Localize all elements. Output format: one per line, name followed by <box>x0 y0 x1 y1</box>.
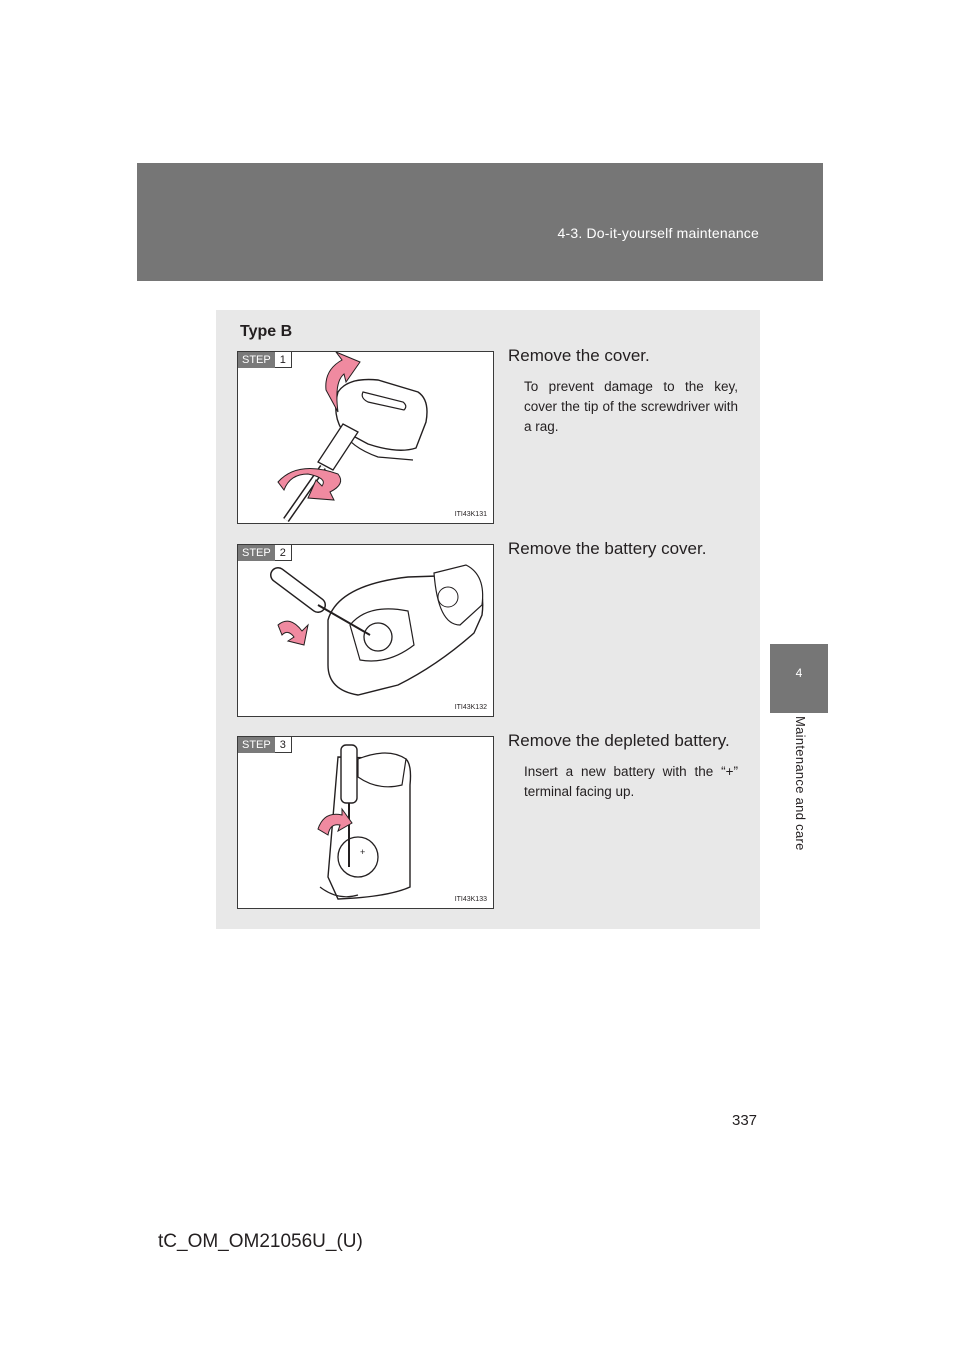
step-1-badge-label: STEP <box>238 352 275 368</box>
battery-cover-removal-illustration <box>238 545 494 717</box>
page-header <box>137 163 823 281</box>
step-1-image-code: ITI43K131 <box>454 511 487 518</box>
step-3-badge <box>238 737 292 753</box>
chapter-tab <box>770 644 828 713</box>
document-code: tC_OM_OM21056U_(U) <box>158 1231 363 1252</box>
svg-text:+: + <box>360 847 366 857</box>
step-2-badge-label: STEP <box>238 545 275 561</box>
chapter-label: Maintenance and care <box>793 716 808 851</box>
key-cover-removal-illustration <box>238 352 494 524</box>
step-2-title: Remove the battery cover. <box>508 539 707 558</box>
step-2-badge <box>238 545 292 561</box>
step-3-badge-number: 3 <box>275 737 292 753</box>
step-1-badge <box>238 352 292 368</box>
step-3-title: Remove the depleted battery. <box>508 731 730 750</box>
page-number: 337 <box>732 1112 758 1129</box>
step-3-illustration <box>237 736 494 909</box>
chapter-label-container <box>791 716 807 866</box>
step-3-description: Insert a new battery with the “+” terminal facing up. <box>524 764 738 799</box>
step-2-image-code: ITI43K132 <box>454 704 487 711</box>
chapter-number: 4 <box>795 666 803 680</box>
step-3-badge-label: STEP <box>238 737 275 753</box>
step-2-illustration <box>237 544 494 717</box>
step-1-badge-number: 1 <box>275 352 292 368</box>
step-1-title: Remove the cover. <box>508 346 650 365</box>
battery-removal-illustration <box>238 737 494 909</box>
step-1-description: To prevent damage to the key, cover the tip of the screwdriver with a rag. <box>524 379 738 434</box>
step-1-illustration <box>237 351 494 524</box>
section-title: 4-3. Do-it-yourself maintenance <box>557 225 759 241</box>
step-2-badge-number: 2 <box>275 545 292 561</box>
type-heading: Type B <box>240 323 293 340</box>
step-3-image-code: ITI43K133 <box>454 896 487 903</box>
